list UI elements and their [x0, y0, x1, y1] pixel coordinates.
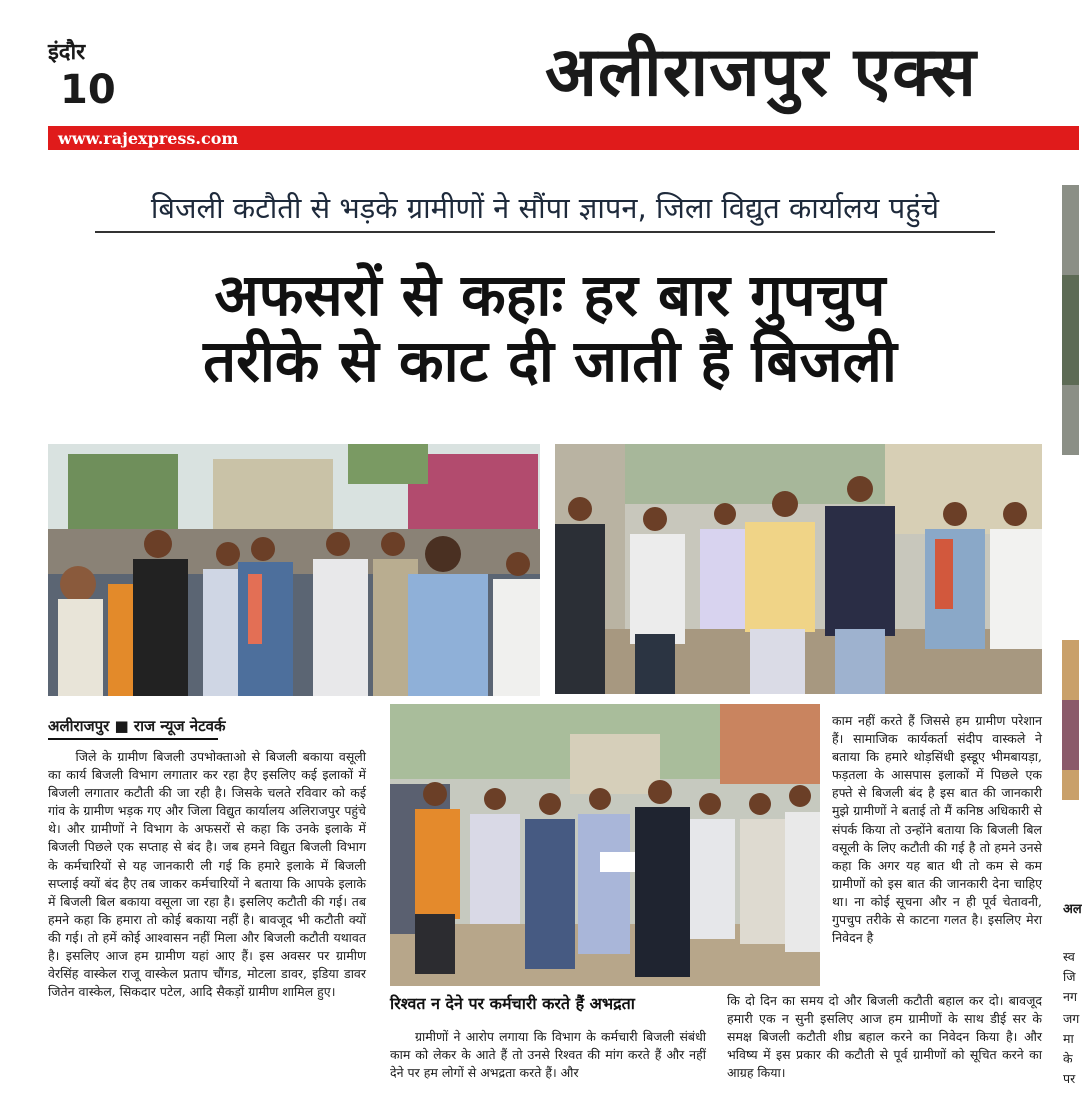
article-kicker: बिजली कटौती से भड़के ग्रामीणों ने सौंपा ज्ञापन, जिला विद्युत कार्यालय पहुंचे — [150, 191, 940, 225]
article-column-3-top: काम नहीं करते हैं जिससे हम ग्रामीण परेशान हैं। सामाजिक कार्यकर्ता संदीप वास्कले ने बताया कि हमारे थोड़सिंधी इस्डूए भीमबायड़ा, फड़तला के आसपास इलाकों में पिछले एक हफ्ते से बिजली बंद है इस बात की जानकारी मुझे ग्रामीणों ने बताई तो मैं कनिष्ठ अधिकारी से संपर्क किया तो उन्होंने बताया कि बिजली बिल वसूली के लिए कटौती की गई है तो हमने उनसे कहा कि अगर यह बात थी तो कम से कम ग्रामीणों को इस बात की जानकारी देना चाहिए था। ना कोई सूचना और न ही पूर्व चेतावनी, गुपचुप तरीके से काटना गलत है। इसलिए मेरा निवेदन है — [832, 713, 1042, 946]
side-column-fragment-2: नग — [1063, 989, 1077, 1004]
news-photo-1 — [48, 444, 540, 696]
article-subhead: रिश्वत न देने पर कर्मचारी करते हैं अभद्रता — [390, 994, 635, 1013]
news-photo-3 — [390, 704, 820, 986]
side-column-fragment-0: स्व — [1063, 949, 1075, 964]
section-masthead: अलीराजपुर एक्स — [545, 33, 977, 112]
byline-underline — [48, 738, 218, 740]
edition-city: इंदौर — [48, 40, 86, 65]
side-column-fragment-6: पर — [1063, 1071, 1076, 1086]
side-photo-fragment — [1062, 185, 1079, 455]
article-column-1: जिले के ग्रामीण बिजली उपभोक्ताओ से बिजली बकाया वसूली का कार्य बिजली विभाग लगातार कर रहा हैए इसलिए कई इलाकों में बिजली लगातार कटौती की जा रही है। जिसके चलते रविवार को कई गांव के ग्रामीण भड़क गए और जिला विद्युत कार्यालय अलिराजपुर पहुंचे थे। और ग्रामीणों ने विभाग के अफसरों से कहा कि उनके इलाके में बिजली पिछले एक सप्ताह से बंद है। जब हमने विद्युत बिजली विभाग के कर्मचारियों से यह जानकारी ली गई कि हमारे इलाके में बिजली सप्लाई क्यों बंद हैए तब जाकर कर्मचारियों ने बताया कि आपके इलाके में बिजली बिल बकाया वसूला जा रहा है। इसलिए कटौती की गई। तब हमने कहा कि हमारा तो कोई बकाया नहीं है। बावजूद भी कटौती क्यों की गई। तो हमें कोई आश्वासन नहीं मिला और बिजली कटौती यथावत है। इसलिए आज हम ग्रामीण यहां आए हैं। इस अवसर पर ग्रामीण वेरसिंह वास्केल राजू वास्केल प्रताप चौंगड, मोटला डावर, इडिया डावर जितेन वास्केल, सिकदार पटेल, आदि सैकड़ों ग्रामीण शामिल हुए। — [48, 749, 366, 1000]
side-column-fragment-3: जग — [1063, 1011, 1080, 1026]
kicker-underline — [95, 231, 995, 233]
article-headline — [40, 262, 1060, 394]
headline-line-1: अफसरों से कहाः हर बार गुपचुप — [214, 261, 886, 329]
side-column-fragment-1: जि — [1063, 969, 1076, 984]
side-photo-fragment-2 — [1062, 640, 1079, 800]
side-column-fragment: अल — [1063, 902, 1082, 917]
page-number: 10 — [60, 67, 116, 113]
article-column-2: ग्रामीणों ने आरोप लगाया कि विभाग के कर्मचारी बिजली संबंधी काम को लेकर के आते हैं तो उनसे रिश्वत की मांग करते हैं और नहीं देने पर हम लोगों से अभद्रता करते हैं। और — [390, 1029, 706, 1081]
side-column-fragment-4: मा — [1063, 1031, 1074, 1046]
news-photo-2 — [555, 444, 1042, 694]
website-url[interactable]: www.rajexpress.com — [58, 129, 239, 148]
article-column-3-bottom: कि दो दिन का समय दो और बिजली कटौती बहाल कर दो। बावजूद हमारी एक न सुनी इसलिए आज हम ग्रामीणों के साथ डीई सर के समक्ष बिजली कटौती शीघ्र बहाल करने का निवेदन किया है। और भविष्य में इस प्रकार की कटौती से पूर्व ग्रामीणों को सूचित करने का आग्रह किया। — [727, 993, 1042, 1081]
byline: अलीराजपुर ■ राज न्यूज नेटवर्क — [48, 717, 226, 735]
side-column-fragment-5: के — [1063, 1051, 1073, 1066]
headline-line-2: तरीके से काट दी जाती है बिजली — [203, 327, 897, 395]
